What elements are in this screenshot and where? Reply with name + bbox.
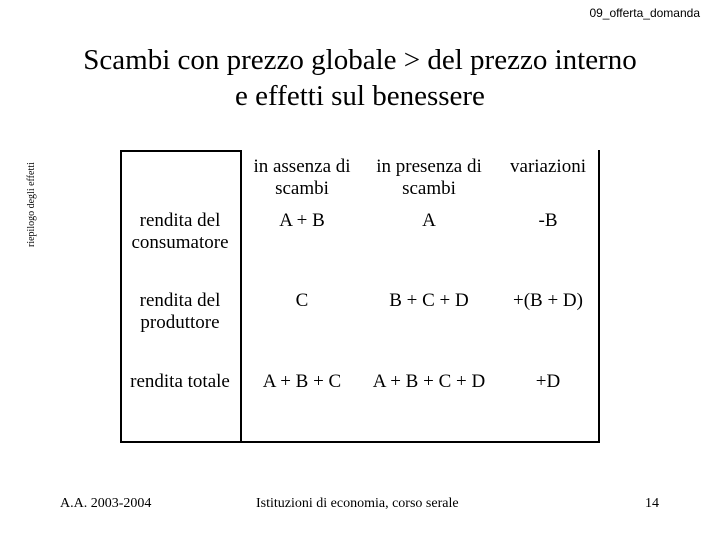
- table-cell: A + B + C: [262, 371, 342, 392]
- footer-course-name: Istituzioni di economia, corso serale: [256, 496, 459, 511]
- side-label: riepilogo degli effetti: [26, 162, 37, 248]
- slide-file-tag: 09_offerta_domanda: [589, 6, 700, 20]
- table-column-divider: [240, 150, 242, 443]
- column-header-variations: variazioni: [510, 156, 586, 177]
- table-cell: A: [422, 210, 436, 231]
- table-cell: +(B + D): [513, 290, 583, 311]
- footer-page-number: 14: [645, 496, 659, 511]
- slide-title: [40, 42, 680, 114]
- slide-title-line-2: e effetti sul benessere: [235, 80, 485, 112]
- column-header-with-trade: in presenza di scambi: [376, 156, 482, 199]
- row-label-producer-surplus: rendita del produttore: [139, 290, 221, 333]
- slide-title-line-1: Scambi con prezzo globale > del prezzo interno: [83, 44, 637, 76]
- row-label-total-surplus: rendita totale: [130, 371, 230, 392]
- table-cell: A + B + C + D: [372, 371, 486, 392]
- table-cell: B + C + D: [389, 290, 469, 311]
- footer-academic-year: A.A. 2003-2004: [60, 496, 152, 511]
- table-cell: A + B: [279, 210, 325, 231]
- table-top-border: [120, 150, 242, 152]
- table-cell: C: [295, 290, 309, 311]
- row-label-consumer-surplus: rendita del consumatore: [131, 210, 229, 253]
- column-header-without-trade: in assenza di scambi: [253, 156, 351, 199]
- table-cell: -B: [538, 210, 558, 231]
- table-cell: +D: [535, 371, 561, 392]
